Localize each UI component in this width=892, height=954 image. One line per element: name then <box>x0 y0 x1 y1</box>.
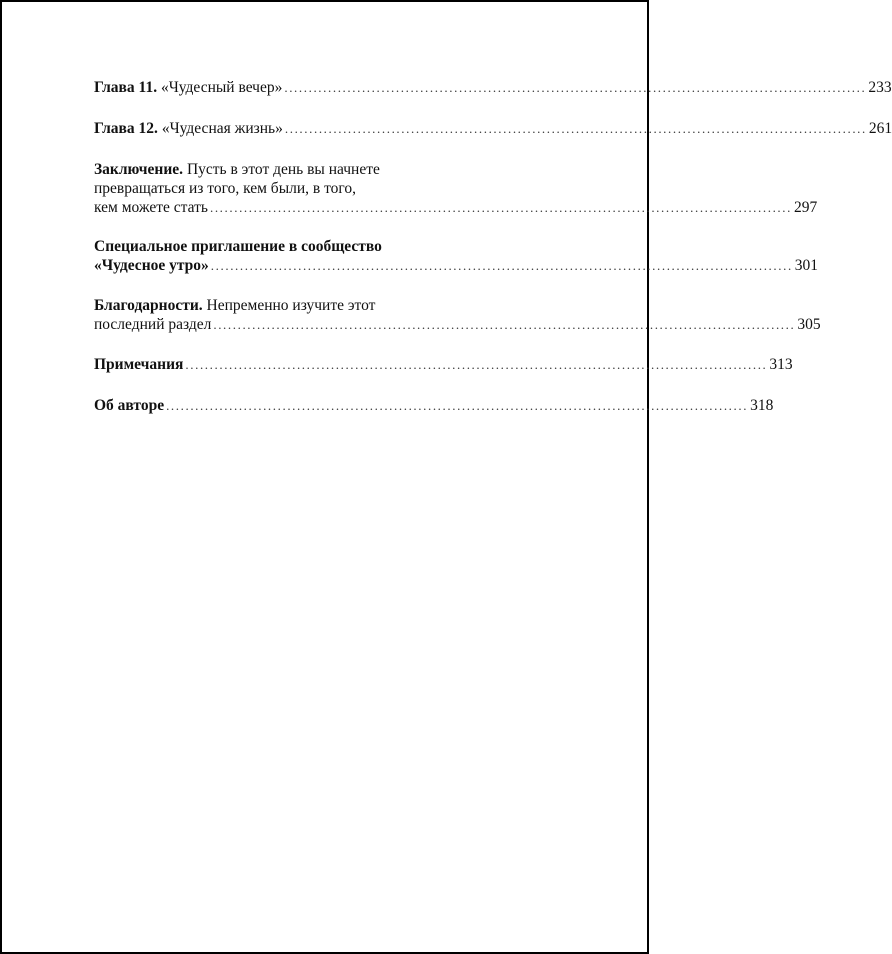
toc-entry-title <box>203 296 376 315</box>
toc-line <box>94 160 557 179</box>
dot-leader: ........................................................................................................................ <box>213 317 796 332</box>
toc-entry-title <box>157 78 282 97</box>
toc-line <box>94 198 818 217</box>
toc-entry-title-text: «Чудесный вечер» <box>160 79 283 96</box>
toc-entry-conclusion <box>94 160 818 217</box>
toc-entry-title <box>183 160 380 179</box>
toc-entry-title-line2: «Чудесное утро» <box>94 257 209 274</box>
toc-entry-label: Заключение. <box>94 161 184 178</box>
toc-entry-label: Благодарности. <box>94 297 203 314</box>
toc-line <box>94 355 793 374</box>
toc-line <box>94 179 557 198</box>
toc-line <box>94 296 557 315</box>
dot-leader: ........................................................................................................................ <box>166 398 749 413</box>
toc-line <box>94 237 557 256</box>
dot-leader: ........................................................................................................................ <box>209 200 792 215</box>
toc-entry-about-author <box>94 396 774 415</box>
toc-entry-label: Глава 12. <box>94 120 158 137</box>
toc-line <box>94 78 892 97</box>
toc-line <box>94 256 819 275</box>
toc-page-number: 318 <box>750 397 774 414</box>
toc-page-number: 297 <box>793 199 818 216</box>
toc-entry-title-text: Пусть в этот день вы начнете <box>186 161 380 178</box>
dot-leader: ........................................................................................................................ <box>284 121 867 136</box>
toc-page-number: 261 <box>868 120 892 137</box>
toc-entry-chapter-11 <box>94 78 892 97</box>
toc-line <box>94 315 821 334</box>
toc-entry-invitation <box>94 237 819 275</box>
dot-leader: ........................................................................................................................ <box>185 357 768 372</box>
toc-entry-acknowledgements <box>94 296 821 334</box>
toc-entry-notes <box>94 355 793 374</box>
dot-leader: ........................................................................................................................ <box>210 258 793 273</box>
toc-page-number: 233 <box>868 79 892 96</box>
toc-entry-label: Глава 11. <box>94 79 158 96</box>
toc-entry-title-text: Непременно изучите этот <box>206 297 376 314</box>
toc-entry-title: Об авторе <box>94 397 165 414</box>
toc-entry-chapter-12 <box>94 119 892 138</box>
toc-page-number: 301 <box>794 257 819 274</box>
toc-entry-title: Специальное приглашение в сообщество <box>94 238 382 255</box>
toc-entry-title: Примечания <box>94 356 184 373</box>
toc-line <box>94 119 892 138</box>
toc-entry-title-text: «Чудесная жизнь» <box>161 120 283 137</box>
dot-leader: ........................................................................................................................ <box>284 80 867 95</box>
toc-entry-title-line2: последний раздел <box>94 316 212 333</box>
toc-page-number: 313 <box>769 356 793 373</box>
toc-line <box>94 396 774 415</box>
toc-entry-title-line3: кем можете стать <box>94 199 208 216</box>
toc-entry-title <box>158 119 283 138</box>
toc-entry-title-line2: превращаться из того, кем были, в того, <box>94 180 356 197</box>
toc-page-number: 305 <box>797 316 821 333</box>
